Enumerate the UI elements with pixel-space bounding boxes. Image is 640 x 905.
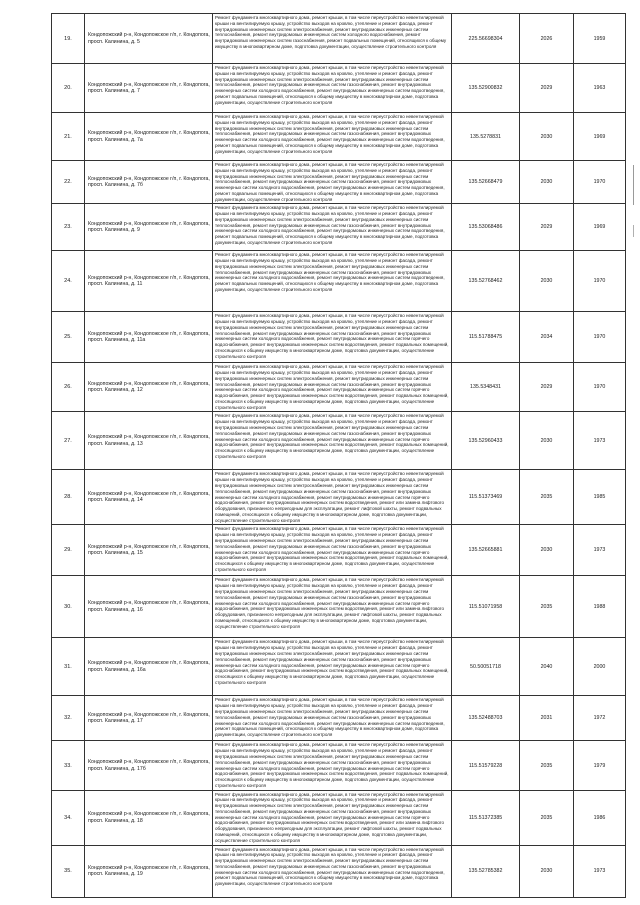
row-address: Кондопожский р-н, Кондопожское г/п, г. Кондопога, просп. Калинина, д. 18 <box>85 790 213 845</box>
row-planned-year: 2030 <box>520 412 574 470</box>
table-row <box>52 161 626 204</box>
row-planned-year: 2035 <box>520 741 574 790</box>
row-cost: 225.56698304 <box>452 14 520 64</box>
row-works: Ремонт фундамента многоквартирного дома, ремонт крыши, в том числе переустройство невентилируемой крыши на вентилируемую крышу, устройство выходов на кровлю, утепление и ремонт фасада, ремонт внутридомовых инженерных систем электроснабжения, ремонт внутридомовых инженерных систем теплоснабжения, ремонт внутридомовых инженерных систем газоснабжения, ремонт внутридомовых инженерных систем холодного водоснабжения, ремонт внутридомовых инженерных систем горячего водоснабжения, ремонт внутридомовых инженерных систем водоотведения, ремонт подвальных помещений, относящихся к общему имуществу в многоквартирном доме, подготовка документации, осуществление строительного контроля <box>213 638 452 696</box>
table-row <box>52 312 626 363</box>
row-built-year: 1979 <box>574 741 626 790</box>
row-works: Ремонт фундамента многоквартирного дома, ремонт крыши, в том числе переустройство невентилируемой крыши на вентилируемую крышу, устройство выходов на кровлю, утепление и ремонт фасада, ремонт внутридомовых инженерных систем электроснабжения, ремонт внутридомовых инженерных систем теплоснабжения, ремонт внутридомовых инженерных систем газоснабжения, ремонт внутридомовых инженерных систем холодного водоснабжения, ремонт внутридомовых инженерных систем водоотведения, ремонт подвальных помещений, относящихся к общему имуществу в многоквартирном доме, подготовка документации, осуществление строительного контроля <box>213 113 452 161</box>
row-cost: 115.51071958 <box>452 576 520 638</box>
row-planned-year: 2035 <box>520 576 574 638</box>
row-address: Кондопожский р-н, Кондопожское г/п, г. Кондопога, просп. Калинина, д. 15 <box>85 525 213 576</box>
row-number: 28. <box>52 470 85 525</box>
row-works: Ремонт фундамента многоквартирного дома, ремонт крыши, в том числе переустройство невентилируемой крыши на вентилируемую крышу, устройство выходов на кровлю, утепление и ремонт фасада, ремонт внутридомовых инженерных систем электроснабжения, ремонт внутридомовых инженерных систем теплоснабжения, ремонт внутридомовых инженерных систем газоснабжения, ремонт внутридомовых инженерных систем холодного водоснабжения, ремонт внутридомовых инженерных систем водоотведения, ремонт подвальных помещений, относящихся к общему имуществу в многоквартирном доме, подготовка документации, осуществление строительного контроля <box>213 64 452 113</box>
row-built-year: 1985 <box>574 470 626 525</box>
row-number: 20. <box>52 64 85 113</box>
row-cost: 135.5348431 <box>452 363 520 412</box>
row-works: Ремонт фундамента многоквартирного дома, ремонт крыши, в том числе переустройство невентилируемой крыши на вентилируемую крышу, устройство выходов на кровлю, утепление и ремонт фасада, ремонт внутридомовых инженерных систем электроснабжения, ремонт внутридомовых инженерных систем теплоснабжения, ремонт внутридомовых инженерных систем газоснабжения, ремонт внутридомовых инженерных систем холодного водоснабжения, ремонт внутридомовых инженерных систем горячего водоснабжения, ремонт внутридомовых инженерных систем водоотведения, ремонт или замена лифтового оборудования, признанного непригодным для эксплуатации, ремонт лифтовой шахты, ремонт подвальных помещений, относящихся к общему имуществу в многоквартирном доме, подготовка документации, осуществление строительного контроля <box>213 470 452 525</box>
table-row <box>52 790 626 845</box>
row-address: Кондопожский р-н, Кондопожское г/п, г. Кондопога, просп. Калинина, д. 13 <box>85 412 213 470</box>
table-row <box>52 363 626 412</box>
row-number: 27. <box>52 412 85 470</box>
row-number: 35. <box>52 845 85 897</box>
row-built-year: 1988 <box>574 576 626 638</box>
margin-mark-small <box>633 225 638 237</box>
row-built-year: 1969 <box>574 204 626 251</box>
row-number: 22. <box>52 161 85 204</box>
table-row <box>52 525 626 576</box>
row-address: Кондопожский р-н, Кондопожское г/п, г. Кондопога, просп. Калинина, д. 11 <box>85 251 213 312</box>
table-row <box>52 576 626 638</box>
row-built-year: 1963 <box>574 64 626 113</box>
row-planned-year: 2040 <box>520 638 574 696</box>
row-address: Кондопожский р-н, Кондопожское г/п, г. Кондопога, просп. Калинина, д. 19 <box>85 845 213 897</box>
row-works: Ремонт фундамента многоквартирного дома, ремонт крыши, в том числе переустройство невентилируемой крыши на вентилируемую крышу, устройство выходов на кровлю, утепление и ремонт фасада, ремонт внутридомовых инженерных систем электроснабжения, ремонт внутридомовых инженерных систем теплоснабжения, ремонт внутридомовых инженерных систем газоснабжения, ремонт внутридомовых инженерных систем холодного водоснабжения, ремонт внутридомовых инженерных систем горячего водоснабжения, ремонт внутридомовых инженерных систем водоотведения, ремонт подвальных помещений, относящихся к общему имуществу в многоквартирном доме, подготовка документации, осуществление строительного контроля <box>213 363 452 412</box>
row-address: Кондопожский р-н, Кондопожское г/п, г. Кондопога, просп. Калинина, д. 16а <box>85 638 213 696</box>
document-page <box>51 13 625 898</box>
row-planned-year: 2030 <box>520 161 574 204</box>
row-planned-year: 2035 <box>520 790 574 845</box>
table-row <box>52 113 626 161</box>
row-address: Кондопожский р-н, Кондопожское г/п, г. Кондопога, просп. Калинина, д. 12 <box>85 363 213 412</box>
row-works: Ремонт фундамента многоквартирного дома, ремонт крыши, в том числе переустройство невентилируемой крыши на вентилируемую крышу, устройство выходов на кровлю, утепление и ремонт фасада, ремонт внутридомовых инженерных систем электроснабжения, ремонт внутридомовых инженерных систем теплоснабжения, ремонт внутридомовых инженерных систем газоснабжения, ремонт внутридомовых инженерных систем холодного водоснабжения, ремонт внутридомовых инженерных систем горячего водоснабжения, ремонт внутридомовых инженерных систем водоотведения, ремонт подвальных помещений, относящихся к общему имуществу в многоквартирном доме, подготовка документации, осуществление строительного контроля <box>213 525 452 576</box>
row-cost: 135.52900832 <box>452 64 520 113</box>
row-number: 19. <box>52 14 85 64</box>
row-address: Кондопожский р-н, Кондопожское г/п, г. Кондопога, просп. Калинина, д. 5 <box>85 14 213 64</box>
row-works: Ремонт фундамента многоквартирного дома, ремонт крыши, в том числе переустройство невентилируемой крыши на вентилируемую крышу, устройство выходов на кровлю, утепление и ремонт фасада, ремонт внутридомовых инженерных систем электроснабжения, ремонт внутридомовых инженерных систем теплоснабжения, ремонт внутридомовых инженерных систем газоснабжения, ремонт внутридомовых инженерных систем холодного водоснабжения, ремонт внутридомовых инженерных систем водоотведения, ремонт подвальных помещений, относящихся к общему имуществу в многоквартирном доме, подготовка документации, осуществление строительного контроля <box>213 204 452 251</box>
row-address: Кондопожский р-н, Кондопожское г/п, г. Кондопога, просп. Калинина, д. 14 <box>85 470 213 525</box>
row-planned-year: 2034 <box>520 312 574 363</box>
row-number: 26. <box>52 363 85 412</box>
row-number: 24. <box>52 251 85 312</box>
row-built-year: 2000 <box>574 638 626 696</box>
row-address: Кондопожский р-н, Кондопожское г/п, г. Кондопога, просп. Калинина, д. 17б <box>85 741 213 790</box>
row-cost: 135.5278831 <box>452 113 520 161</box>
row-planned-year: 2029 <box>520 204 574 251</box>
row-cost: 135.52665881 <box>452 525 520 576</box>
row-address: Кондопожский р-н, Кондопожское г/п, г. Кондопога, просп. Калинина, д. 16 <box>85 576 213 638</box>
row-cost: 115.51373469 <box>452 470 520 525</box>
row-built-year: 1970 <box>574 363 626 412</box>
row-address: Кондопожский р-н, Кондопожское г/п, г. Кондопога, просп. Калинина, д. 7 <box>85 64 213 113</box>
row-built-year: 1970 <box>574 161 626 204</box>
row-number: 29. <box>52 525 85 576</box>
row-planned-year: 2030 <box>520 251 574 312</box>
table-row <box>52 638 626 696</box>
row-cost: 50.50051718 <box>452 638 520 696</box>
repair-program-table <box>51 13 626 898</box>
row-built-year: 1973 <box>574 525 626 576</box>
margin-mark <box>633 165 638 205</box>
table-row <box>52 412 626 470</box>
row-works: Ремонт фундамента многоквартирного дома, ремонт крыши, в том числе переустройство невентилируемой крыши на вентилируемую крышу, устройство выходов на кровлю, утепление и ремонт фасада, ремонт внутридомовых инженерных систем электроснабжения, ремонт внутридомовых инженерных систем теплоснабжения, ремонт внутридомовых инженерных систем холодного водоснабжения, ремонт внутридомовых инженерных систем газоснабжения, ремонт подвальных помещений, относящихся к общему имуществу в многоквартирном доме, подготовка документации, осуществление строительного контроля <box>213 14 452 64</box>
row-works: Ремонт фундамента многоквартирного дома, ремонт крыши, в том числе переустройство невентилируемой крыши на вентилируемую крышу, устройство выходов на кровлю, утепление и ремонт фасада, ремонт внутридомовых инженерных систем электроснабжения, ремонт внутридомовых инженерных систем теплоснабжения, ремонт внутридомовых инженерных систем газоснабжения, ремонт внутридомовых инженерных систем холодного водоснабжения, ремонт внутридомовых инженерных систем горячего водоснабжения, ремонт внутридомовых инженерных систем водоотведения, ремонт подвальных помещений, относящихся к общему имуществу в многоквартирном доме, подготовка документации, осуществление строительного контроля <box>213 412 452 470</box>
row-planned-year: 2030 <box>520 845 574 897</box>
table-body <box>52 14 626 898</box>
row-cost: 135.53068486 <box>452 204 520 251</box>
row-cost: 115.51579228 <box>452 741 520 790</box>
table-row <box>52 251 626 312</box>
row-cost: 135.52960433 <box>452 412 520 470</box>
row-works: Ремонт фундамента многоквартирного дома, ремонт крыши, в том числе переустройство невентилируемой крыши на вентилируемую крышу, устройство выходов на кровлю, утепление и ремонт фасада, ремонт внутридомовых инженерных систем электроснабжения, ремонт внутридомовых инженерных систем теплоснабжения, ремонт внутридомовых инженерных систем газоснабжения, ремонт внутридомовых инженерных систем холодного водоснабжения, ремонт внутридомовых инженерных систем водоотведения, ремонт подвальных помещений, относящихся к общему имуществу в многоквартирном доме, подготовка документации, осуществление строительного контроля <box>213 251 452 312</box>
row-built-year: 1973 <box>574 412 626 470</box>
table-row <box>52 14 626 64</box>
row-works: Ремонт фундамента многоквартирного дома, ремонт крыши, в том числе переустройство невентилируемой крыши на вентилируемую крышу, устройство выходов на кровлю, утепление и ремонт фасада, ремонт внутридомовых инженерных систем электроснабжения, ремонт внутридомовых инженерных систем теплоснабжения, ремонт внутридомовых инженерных систем газоснабжения, ремонт внутридомовых инженерных систем холодного водоснабжения, ремонт внутридомовых инженерных систем водоотведения, ремонт подвальных помещений, относящихся к общему имуществу в многоквартирном доме, подготовка документации, осуществление строительного контроля <box>213 161 452 204</box>
row-built-year: 1986 <box>574 790 626 845</box>
row-planned-year: 2026 <box>520 14 574 64</box>
row-planned-year: 2030 <box>520 525 574 576</box>
table-row <box>52 696 626 741</box>
table-row <box>52 64 626 113</box>
row-planned-year: 2035 <box>520 470 574 525</box>
row-number: 34. <box>52 790 85 845</box>
row-built-year: 1973 <box>574 845 626 897</box>
row-built-year: 1969 <box>574 113 626 161</box>
row-planned-year: 2030 <box>520 113 574 161</box>
row-built-year: 1970 <box>574 251 626 312</box>
row-planned-year: 2031 <box>520 696 574 741</box>
row-works: Ремонт фундамента многоквартирного дома, ремонт крыши, в том числе переустройство невентилируемой крыши на вентилируемую крышу, устройство выходов на кровлю, утепление и ремонт фасада, ремонт внутридомовых инженерных систем электроснабжения, ремонт внутридомовых инженерных систем теплоснабжения, ремонт внутридомовых инженерных систем газоснабжения, ремонт внутридомовых инженерных систем холодного водоснабжения, ремонт внутридомовых инженерных систем водоотведения, ремонт подвальных помещений, относящихся к общему имуществу в многоквартирном доме, подготовка документации, осуществление строительного контроля <box>213 845 452 897</box>
row-works: Ремонт фундамента многоквартирного дома, ремонт крыши, в том числе переустройство невентилируемой крыши на вентилируемую крышу, устройство выходов на кровлю, утепление и ремонт фасада, ремонт внутридомовых инженерных систем электроснабжения, ремонт внутридомовых инженерных систем теплоснабжения, ремонт внутридомовых инженерных систем газоснабжения, ремонт внутридомовых инженерных систем холодного водоснабжения, ремонт внутридомовых инженерных систем горячего водоснабжения, ремонт внутридомовых инженерных систем водоотведения, ремонт подвальных помещений, относящихся к общему имуществу в многоквартирном доме, подготовка документации, осуществление строительного контроля <box>213 312 452 363</box>
row-number: 31. <box>52 638 85 696</box>
row-number: 32. <box>52 696 85 741</box>
table-row <box>52 204 626 251</box>
row-built-year: 1959 <box>574 14 626 64</box>
table-row <box>52 741 626 790</box>
table-row <box>52 845 626 897</box>
row-planned-year: 2029 <box>520 64 574 113</box>
row-address: Кондопожский р-н, Кондопожское г/п, г. Кондопога, просп. Калинина, д. 9 <box>85 204 213 251</box>
row-cost: 135.52488703 <box>452 696 520 741</box>
row-number: 30. <box>52 576 85 638</box>
row-works: Ремонт фундамента многоквартирного дома, ремонт крыши, в том числе переустройство невентилируемой крыши на вентилируемую крышу, устройство выходов на кровлю, утепление и ремонт фасада, ремонт внутридомовых инженерных систем электроснабжения, ремонт внутридомовых инженерных систем теплоснабжения, ремонт внутридомовых инженерных систем газоснабжения, ремонт внутридомовых инженерных систем холодного водоснабжения, ремонт внутридомовых инженерных систем горячего водоснабжения, ремонт внутридомовых инженерных систем водоотведения, ремонт или замена лифтового оборудования, признанного непригодным для эксплуатации, ремонт лифтовой шахты, ремонт подвальных помещений, относящихся к общему имуществу в многоквартирном доме, подготовка документации, осуществление строительного контроля <box>213 576 452 638</box>
row-cost: 135.52785382 <box>452 845 520 897</box>
row-works: Ремонт фундамента многоквартирного дома, ремонт крыши, в том числе переустройство невентилируемой крыши на вентилируемую крышу, устройство выходов на кровлю, утепление и ремонт фасада, ремонт внутридомовых инженерных систем электроснабжения, ремонт внутридомовых инженерных систем теплоснабжения, ремонт внутридомовых инженерных систем газоснабжения, ремонт внутридомовых инженерных систем холодного водоснабжения, ремонт внутридомовых инженерных систем водоотведения, ремонт подвальных помещений, относящихся к общему имуществу в многоквартирном доме, подготовка документации, осуществление строительного контроля <box>213 696 452 741</box>
row-cost: 135.52768462 <box>452 251 520 312</box>
row-cost: 115.51372385 <box>452 790 520 845</box>
row-cost: 115.51788475 <box>452 312 520 363</box>
row-address: Кондопожский р-н, Кондопожское г/п, г. Кондопога, просп. Калинина, д. 17 <box>85 696 213 741</box>
row-works: Ремонт фундамента многоквартирного дома, ремонт крыши, в том числе переустройство невентилируемой крыши на вентилируемую крышу, устройство выходов на кровлю, утепление и ремонт фасада, ремонт внутридомовых инженерных систем электроснабжения, ремонт внутридомовых инженерных систем теплоснабжения, ремонт внутридомовых инженерных систем газоснабжения, ремонт внутридомовых инженерных систем холодного водоснабжения, ремонт внутридомовых инженерных систем горячего водоснабжения, ремонт внутридомовых инженерных систем водоотведения, ремонт или замена лифтового оборудования, признанного непригодным для эксплуатации, ремонт лифтовой шахты, ремонт подвальных помещений, относящихся к общему имуществу в многоквартирном доме, подготовка документации, осуществление строительного контроля <box>213 790 452 845</box>
row-address: Кондопожский р-н, Кондопожское г/п, г. Кондопога, просп. Калинина, д. 11а <box>85 312 213 363</box>
row-number: 25. <box>52 312 85 363</box>
row-number: 23. <box>52 204 85 251</box>
row-works: Ремонт фундамента многоквартирного дома, ремонт крыши, в том числе переустройство невентилируемой крыши на вентилируемую крышу, устройство выходов на кровлю, утепление и ремонт фасада, ремонт внутридомовых инженерных систем электроснабжения, ремонт внутридомовых инженерных систем теплоснабжения, ремонт внутридомовых инженерных систем газоснабжения, ремонт внутридомовых инженерных систем холодного водоснабжения, ремонт внутридомовых инженерных систем горячего водоснабжения, ремонт внутридомовых инженерных систем водоотведения, ремонт подвальных помещений, относящихся к общему имуществу в многоквартирном доме, подготовка документации, осуществление строительного контроля <box>213 741 452 790</box>
row-address: Кондопожский р-н, Кондопожское г/п, г. Кондопога, просп. Калинина, д. 7б <box>85 161 213 204</box>
row-built-year: 1970 <box>574 312 626 363</box>
row-number: 21. <box>52 113 85 161</box>
row-cost: 135.52668479 <box>452 161 520 204</box>
row-number: 33. <box>52 741 85 790</box>
row-address: Кондопожский р-н, Кондопожское г/п, г. Кондопога, просп. Калинина, д. 7а <box>85 113 213 161</box>
table-row <box>52 470 626 525</box>
row-built-year: 1972 <box>574 696 626 741</box>
row-planned-year: 2029 <box>520 363 574 412</box>
